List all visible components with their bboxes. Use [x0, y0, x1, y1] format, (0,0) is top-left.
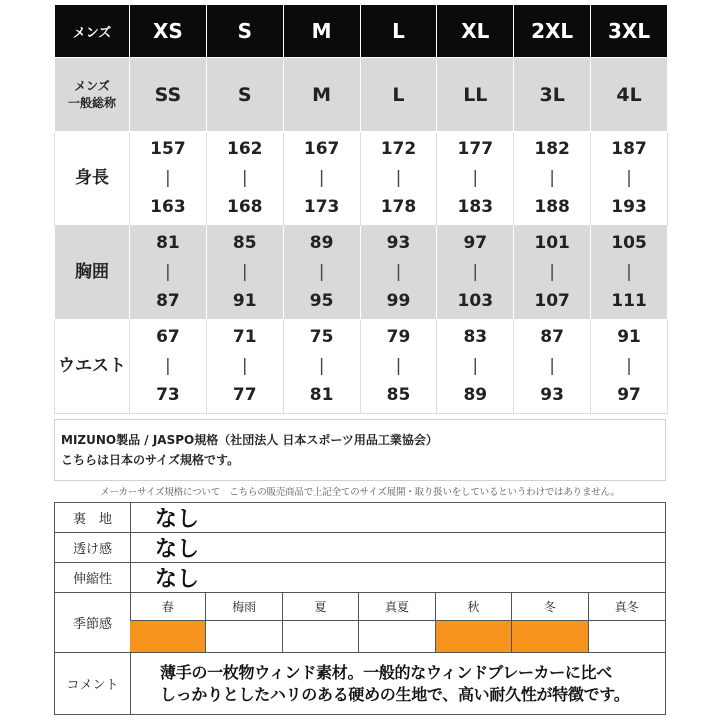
range-min: 157 [150, 139, 186, 159]
general-size-cell: L [360, 58, 437, 132]
size-range-cell [437, 320, 514, 414]
lining-label: 裏 地 [55, 503, 131, 532]
range-min: 83 [463, 327, 488, 347]
range-min: 105 [611, 233, 647, 253]
size-range-cell [514, 226, 591, 320]
range-max: 85 [386, 385, 411, 405]
footnote: メーカーサイズ規格について こちらの販売商品で上記全てのサイズ展開・取り扱いをしているというわけではありません。 [100, 487, 620, 498]
season-inactive-marker [206, 621, 281, 652]
chest-label: 胸囲 [55, 226, 130, 320]
season-active-marker [436, 621, 511, 652]
size-header-row [55, 5, 668, 58]
range-max: 163 [150, 197, 186, 217]
range-min: 101 [534, 233, 570, 253]
range-separator: | [549, 262, 555, 282]
size-chart-table [54, 4, 668, 414]
season-inactive-marker [359, 621, 434, 652]
season-active-marker [512, 621, 587, 652]
range-max: 178 [380, 197, 417, 217]
range-separator: | [165, 168, 171, 188]
range-max: 188 [534, 197, 570, 217]
range-max: 168 [227, 197, 263, 217]
size-range-cell [360, 226, 437, 320]
season-cell [359, 593, 435, 652]
range-min: 187 [611, 139, 647, 159]
height-row [55, 132, 668, 226]
range-max: 87 [156, 291, 180, 311]
range-max: 73 [156, 385, 180, 405]
range-max: 93 [540, 385, 564, 405]
range-max: 193 [611, 197, 647, 217]
size-range-cell [206, 226, 283, 320]
size-range-cell [206, 320, 283, 414]
range-separator: | [549, 356, 555, 376]
size-range-cell [283, 226, 360, 320]
size-range-cell [591, 320, 668, 414]
range-separator: | [626, 356, 632, 376]
size-range-cell [206, 132, 283, 226]
sheer-row [55, 533, 665, 563]
general-size-cell: SS [130, 58, 207, 132]
note-line-1: MIZUNO製品 / JASPO規格（社団法人 日本スポーツ用品工業協会） [61, 433, 438, 447]
size-range-cell [591, 132, 668, 226]
size-header-cell: S [206, 5, 283, 58]
range-separator: | [318, 168, 325, 188]
season-cell [436, 593, 512, 652]
range-separator: | [241, 168, 248, 188]
range-min: 87 [540, 327, 564, 347]
general-size-label-line1: メンズ [74, 78, 110, 93]
season-name: 夏 [283, 593, 358, 621]
season-active-marker [130, 621, 205, 652]
stretch-row [55, 563, 665, 593]
size-range-cell [130, 226, 207, 320]
size-range-cell [130, 320, 207, 414]
range-min: 182 [534, 139, 570, 159]
size-standard-note [54, 419, 666, 481]
stretch-value: なし [155, 567, 200, 592]
size-range-cell [437, 226, 514, 320]
comment-line-1: 薄手の一枚物ウィンド素材。一般的なウィンドブレーカーに比べ [160, 662, 612, 682]
size-range-cell [514, 320, 591, 414]
range-max: 103 [457, 291, 494, 311]
season-label: 季節感 [55, 593, 131, 652]
season-inactive-marker [283, 621, 358, 652]
season-cell [512, 593, 588, 652]
range-max: 111 [611, 291, 647, 311]
range-min: 71 [232, 327, 257, 347]
stretch-label: 伸縮性 [55, 563, 131, 592]
season-name: 秋 [436, 593, 511, 621]
range-max: 89 [463, 385, 488, 405]
general-size-cell: LL [437, 58, 514, 132]
range-max: 97 [617, 385, 641, 405]
season-row [55, 593, 665, 653]
range-separator: | [165, 262, 171, 282]
range-min: 89 [309, 233, 334, 253]
sheer-label: 透け感 [55, 533, 131, 562]
range-min: 177 [457, 139, 494, 159]
season-name: 冬 [512, 593, 587, 621]
size-range-cell [360, 320, 437, 414]
chest-row [55, 226, 668, 320]
range-max: 99 [386, 291, 411, 311]
season-grid [130, 593, 665, 652]
season-name: 真夏 [359, 593, 434, 621]
size-header-cell: XS [130, 5, 207, 58]
waist-row [55, 320, 668, 414]
size-range-cell [514, 132, 591, 226]
range-min: 81 [156, 233, 180, 253]
size-header-cell: 2XL [514, 5, 591, 58]
size-range-cell [360, 132, 437, 226]
size-range-cell [437, 132, 514, 226]
season-inactive-marker [589, 621, 665, 652]
sheer-value: なし [155, 537, 200, 562]
waist-label: ウエスト [55, 320, 130, 414]
general-size-cell: M [283, 58, 360, 132]
range-min: 85 [232, 233, 257, 253]
season-cell [130, 593, 206, 652]
range-separator: | [318, 262, 325, 282]
range-separator: | [472, 262, 479, 282]
range-separator: | [472, 356, 479, 376]
attribute-table [54, 502, 666, 715]
range-separator: | [549, 168, 555, 188]
range-separator: | [472, 168, 479, 188]
comment-text [160, 653, 661, 714]
general-size-cell: S [206, 58, 283, 132]
range-separator: | [626, 168, 632, 188]
range-separator: | [318, 356, 325, 376]
range-min: 91 [617, 327, 641, 347]
size-header-cell: M [283, 5, 360, 58]
size-header-label: メンズ [55, 5, 130, 58]
range-min: 97 [463, 233, 488, 253]
size-header-cell: XL [437, 5, 514, 58]
range-max: 173 [303, 197, 340, 217]
range-separator: | [395, 356, 402, 376]
lining-row [55, 503, 665, 533]
season-name: 春 [130, 593, 205, 621]
range-separator: | [395, 168, 402, 188]
lining-value: なし [155, 507, 200, 532]
range-max: 81 [309, 385, 334, 405]
general-size-cell: 4L [591, 58, 668, 132]
size-range-cell [283, 132, 360, 226]
range-separator: | [395, 262, 402, 282]
general-size-label-line2: 一般総称 [67, 95, 116, 110]
size-range-cell [130, 132, 207, 226]
range-min: 75 [309, 327, 334, 347]
season-cell [283, 593, 359, 652]
range-max: 95 [309, 291, 334, 311]
season-name: 梅雨 [206, 593, 281, 621]
general-size-label [55, 58, 130, 132]
range-separator: | [241, 262, 248, 282]
range-min: 162 [227, 139, 263, 159]
size-header-cell: L [360, 5, 437, 58]
range-min: 79 [386, 327, 411, 347]
range-max: 183 [457, 197, 494, 217]
comment-line-2: しっかりとしたハリのある硬めの生地で、高い耐久性が特徴です。 [160, 684, 630, 704]
size-range-cell [283, 320, 360, 414]
season-name: 真冬 [589, 593, 665, 621]
season-cell [589, 593, 665, 652]
range-separator: | [626, 262, 632, 282]
range-min: 172 [380, 139, 417, 159]
range-min: 67 [156, 327, 180, 347]
size-header-cell: 3XL [591, 5, 668, 58]
note-line-2: こちらは日本のサイズ規格です。 [61, 453, 240, 467]
comment-row [55, 653, 665, 714]
range-separator: | [241, 356, 248, 376]
season-cell [206, 593, 282, 652]
range-max: 107 [534, 291, 570, 311]
range-max: 77 [232, 385, 257, 405]
range-min: 93 [386, 233, 411, 253]
general-size-cell: 3L [514, 58, 591, 132]
range-min: 167 [303, 139, 340, 159]
range-max: 91 [232, 291, 257, 311]
general-size-row [55, 58, 668, 132]
range-separator: | [165, 356, 171, 376]
height-label: 身長 [55, 132, 130, 226]
size-range-cell [591, 226, 668, 320]
comment-label: コメント [55, 653, 131, 714]
